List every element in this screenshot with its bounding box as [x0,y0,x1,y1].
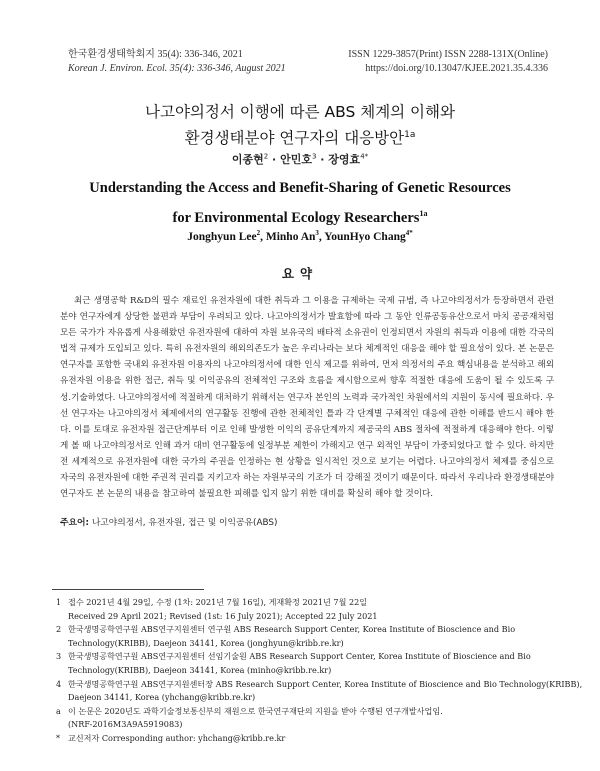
author-ko-3: 장영효 [328,153,361,166]
footnote-item [56,623,554,650]
title-korean-line2-text: 환경생태분야 연구자의 대응방안 [184,129,405,148]
journal-identifiers [348,48,548,76]
title-korean-footnote-mark: 1a [404,130,416,140]
keywords-label: 주요어: [60,518,90,528]
footnote-item [56,705,554,732]
issn: ISSN 1229-3857(Print) ISSN 2288-131X(Online) [348,49,548,60]
footnote-mark: 1 [56,597,62,607]
footnote-line: (NRF-2016M3A9A5919083) [68,719,183,730]
author-en-2: Minho An [265,230,316,243]
title-korean [0,101,600,150]
footnote-item [56,596,554,623]
footnote-mark: * [56,732,61,743]
journal-ko: 한국환경생태학회지 35(4): 336-346, 2021 [68,49,243,60]
author-en-1: Jonghyun Lee [187,230,257,243]
author-ko-1-mark: 2 [263,152,269,161]
author-ko-1: 이종현 [231,153,264,166]
footnote-line: Received 29 April 2021; Revised (1st: 16 July 2021); Accepted 22 July 2021 [68,610,378,621]
footnote-mark: 2 [56,624,62,635]
author-en-1-mark: 2 [256,229,261,237]
journal-citation [68,48,286,76]
title-korean-line1: 나고야의정서 이행에 따른 ABS 체계의 이해와 [145,103,455,121]
title-english-line2 [0,201,600,231]
footnote-mark: 3 [56,651,62,662]
title-english-footnote-mark: 1a [419,209,428,218]
doi-link[interactable]: https://doi.org/10.13047/KJEE.2021.35.4.336 [365,63,548,74]
footnote-divider [52,589,204,590]
footnote-line: 한국생명공학연구원 ABS연구지원센터장 ABS Research Support Center, Korea Institute of Bioscience and Bio Technology(KRIBB), [68,678,583,689]
journal-en: Korean J. Environ. Ecol. 35(4): 336-346, August 2021 [68,63,286,74]
abstract-heading: 요약 [281,266,319,281]
authors-korean [0,151,600,167]
footnote-line: 이 논문은 2020년도 과학기술정보통신부의 재원으로 한국연구재단의 지원을 받아 수행된 연구개발사업임. [68,705,443,716]
footnote-item [56,678,583,705]
author-ko-sep: · [320,153,325,166]
keywords [60,515,554,528]
authors-english: Jonghyun Lee$^2$, Minho An$^3$, YounHyo Chang$^{4*}$ [187,229,413,243]
footnote-line: 교신저자 Corresponding author: yhchang@kribb.re.kr [68,732,286,743]
footnotes [56,596,583,746]
abstract-body: 최근 생명공학 R&D의 필수 재료인 유전자원에 대한 취득과 그 이용을 규제하는 국제 규범, 즉 나고야의정서가 등장하면서 관련 분야 연구자에게 상당한 불편과 부담이 우려되고 있다. 나고야의정서가 발효함에 따라 그 동안 인류공동유산으로서 마치 공공재처럼 모든 국가가 자유롭게 사용해왔던 유전자원에 대하여 자원 보유국의 배타적 소유권이 인정되면서 자원의 취득과 이용에 대한 각국의 법적 규제가 도입되고 있다. 특히 유전자원의 해외의존도가 높은 우리나라는 보다 체계적인 대응을 해야 할 필요성이 있다. 본 논문은 연구자를 포함한 국내외 유전자원 이용자의 나고야의정서에 대한 인식 제고를 위하여, 먼저 의정서의 주요 핵심내용을 분석하고 해외 유전자원 이용을 위한 접근, 취득 및 이익공유의 전체적인 구조와 흐름을 제시함으로써 향후 적절한 대응에 도움이 될 수 있도록 구성․기술하였다. 나고야의정서에 적절하게 대처하기 위해서는 연구자 본인의 노력과 국가적인 차원에서의 지원이 동시에 필요하다. 우선 연구자는 나고야의정서 체제에서의 연구활동 진행에 관한 전체적인 틀과 각 단계별 구체적인 대응에 관한 이해를 반드시 해야 한다. 이를 토대로 유전자원 접근단계부터 이로 인해 발생한 이익의 공유단계까지 제공국의 ABS 절차에 적절하게 대응해야 한다. 이렇게 볼 때 나고야의정서로 인해 과거 대비 연구활동에 일정부분 제한이 가해지고 연구 외적인 부담이 가중되었다고 할 수 있다. 하지만 전 세계적으로 유전자원에 대한 국가의 주권을 인정하는 현 상황을 일시적인 것으로 보기는 어렵다. 나고야의정서 체제를 중심으로 자국의 유전자원에 대한 주권적 권리를 지키고자 하는 자원부국의 기조가 더 강해질 것이기 때문이다. 따라서 우리나라 환경생태분야 연구자도 본 논문의 내용을 참고하여 불필요한 피해를 입지 않기 위한 대비를 확실히 해야 할 것이다. [60,296,554,500]
footnote-line: Technology(KRIBB), Daejeon 34141, Korea (jonghyun@kribb.re.kr) [68,637,344,648]
footnote-line: Technology(KRIBB), Daejeon 34141, Korea (minho@kribb.re.kr) [68,664,332,675]
author-ko-sep: · [272,153,277,166]
title-english [0,176,600,231]
author-ko-2-mark: 3 [311,152,317,161]
author-en-3-mark: 4* [405,229,413,237]
footnote-item [56,650,554,677]
footnote-line: 한국생명공학연구원 ABS연구지원센터 연구원 ABS Research Support Center, Korea Institute of Bioscience and Bio [68,624,516,635]
footnote-item [56,732,554,746]
author-ko-3-mark: 4* [360,152,369,161]
footnote-mark: 4 [56,678,62,689]
keywords-value: 나고야의정서, 유전자원, 접근 및 이익공유(ABS) [91,518,278,528]
footnote-mark: a [56,705,61,716]
author-en-3: YounHyo Chang [324,230,406,243]
title-english-line1: Understanding the Access and Benefit-Sharing of Genetic Resources [89,180,511,196]
author-ko-2: 안민호 [280,153,312,166]
footnote-line: 한국생명공학연구원 ABS연구지원센터 선임기술원 ABS Research Support Center, Korea Institute of Bioscience and Bio [68,651,531,662]
author-en-2-mark: 3 [315,229,319,237]
title-korean-line2 [0,124,600,150]
footnote-line: Daejeon 34141, Korea (yhchang@kribb.re.kr) [68,692,256,703]
footnote-line: 접수 2021년 4월 29일, 수정 (1차: 2021년 7월 16일), 게재확정 2021년 7월 22일 [68,597,368,607]
title-english-line2-text: for Environmental Ecology Researchers [172,209,420,226]
